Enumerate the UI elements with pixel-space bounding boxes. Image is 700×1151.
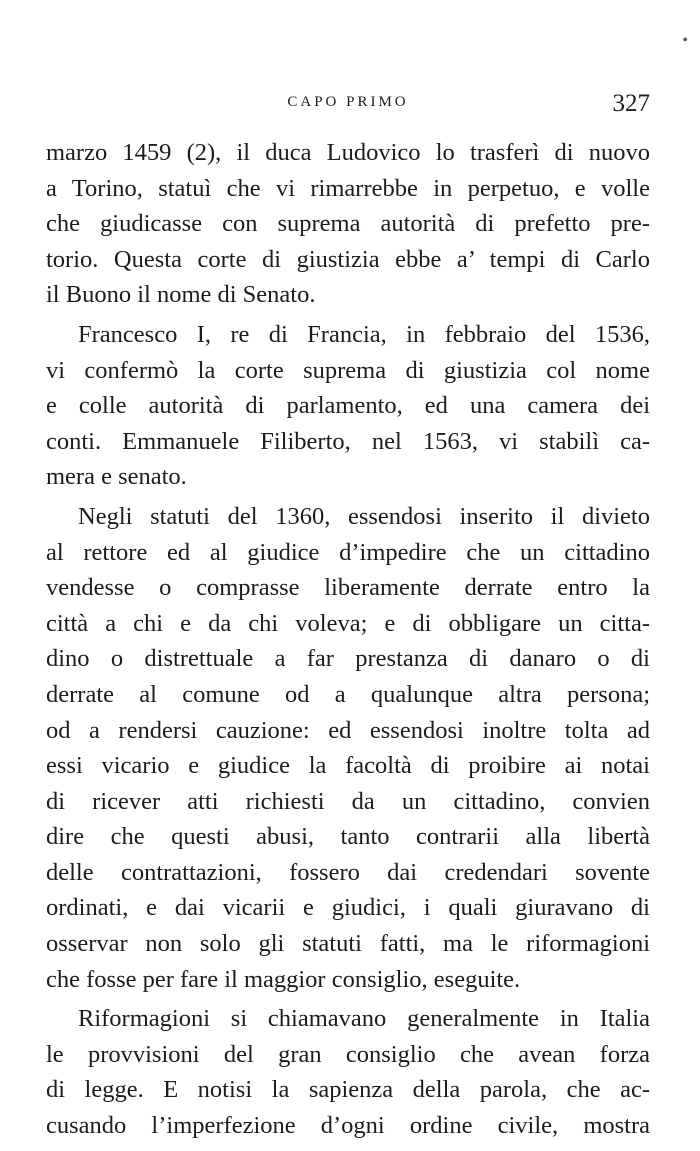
- running-title: CAPO PRIMO: [287, 94, 409, 110]
- text-line: che fosse per fare il maggior consiglio, eseguite.: [46, 965, 521, 993]
- text-line: torio. Questa corte di giustizia ebbe a’ tempi di Carlo: [46, 245, 650, 273]
- text-line: marzo 1459 (2), il duca Ludovico lo trasferì di nuovo: [46, 139, 650, 166]
- text-line: essi vicario e giudice la facoltà di proibire ai notai: [46, 752, 650, 780]
- text-line: a Torino, statuì che vi rimarrebbe in perpetuo, e volle: [46, 174, 650, 202]
- paragraph-3: [46, 499, 650, 997]
- text-line: vendesse o comprasse liberamente derrate entro la: [46, 574, 650, 602]
- text-line: di legge. E notisi la sapienza della parola, che ac-: [46, 1076, 650, 1104]
- text-line: derrate al comune od a qualunque altra persona;: [46, 680, 650, 708]
- text-line: dire che questi abusi, tanto contrarii alla libertà: [46, 823, 650, 851]
- text-line: Riformagioni si chiamavano generalmente in Italia: [78, 1005, 650, 1033]
- corner-mark: •: [682, 32, 688, 49]
- body-text: [46, 135, 650, 1144]
- text-line: che giudicasse con suprema autorità di prefetto pre-: [46, 210, 650, 238]
- text-line: vi confermò la corte suprema di giustizia col nome: [46, 356, 650, 384]
- text-line: il Buono il nome di Senato.: [46, 281, 316, 309]
- text-line: Negli statuti del 1360, essendosi inserito il divieto: [78, 502, 650, 530]
- paragraph-2: [46, 317, 650, 495]
- running-head: [46, 90, 650, 118]
- text-line: di ricever atti richiesti da un cittadino, convien: [46, 787, 650, 815]
- text-line: od a rendersi cauzione: ed essendosi inoltre tolta ad: [46, 716, 650, 744]
- text-line: osservar non solo gli statuti fatti, ma le riformagioni: [46, 930, 650, 958]
- page-number: 327: [612, 90, 650, 117]
- text-line: e colle autorità di parlamento, ed una camera dei: [46, 392, 650, 420]
- text-line: delle contrattazioni, fossero dai credendari sovente: [46, 858, 650, 886]
- text-line: dino o distrettuale a far prestanza di danaro o di: [46, 645, 650, 673]
- text-line: al rettore ed al giudice d’impedire che un cittadino: [46, 538, 650, 566]
- text-line: ordinati, e dai vicarii e giudici, i quali giuravano di: [46, 894, 650, 922]
- paragraph-4: [46, 1001, 650, 1143]
- text-line: città a chi e da chi voleva; e di obbligare un citta-: [46, 609, 650, 637]
- text-line: mera e senato.: [46, 463, 187, 491]
- text-line: cusando l’imperfezione d’ogni ordine civile, mostra: [46, 1112, 650, 1140]
- paragraph-1: [46, 135, 650, 313]
- text-line: Francesco I, re di Francia, in febbraio del 1536,: [78, 320, 650, 348]
- text-line: le provvisioni del gran consiglio che avean forza: [46, 1040, 650, 1068]
- text-line: conti. Emmanuele Filiberto, nel 1563, vi stabilì ca-: [46, 427, 650, 455]
